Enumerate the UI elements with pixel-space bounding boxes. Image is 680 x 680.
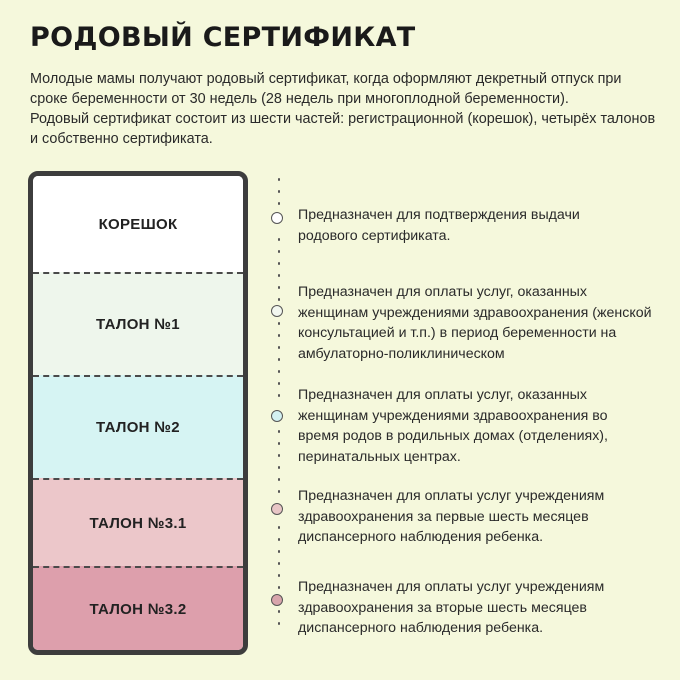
intro-paragraph-1: Молодые мамы получают родовый сертификат, когда оформляют декретный отпуск при сроке беременности от 30 недель (28 недель при многоплодной беременности). — [30, 71, 622, 107]
section-label: ТАЛОН №1 — [96, 316, 180, 333]
timeline-dot — [278, 346, 281, 349]
timeline-dot — [278, 586, 281, 589]
timeline-dot — [278, 538, 281, 541]
timeline-dot — [278, 478, 281, 481]
timeline-node-talon-1 — [271, 305, 283, 317]
timeline-dot — [278, 202, 281, 205]
timeline-dot — [278, 250, 281, 253]
timeline-dot — [278, 370, 281, 373]
timeline-dot — [278, 238, 281, 241]
timeline-dot — [278, 334, 281, 337]
intro-text — [30, 69, 660, 149]
description-koreshok: Предназначен для подтверждения выдачи родового сертификата. — [298, 207, 580, 244]
timeline-dot — [278, 394, 281, 397]
timeline-dot — [278, 190, 281, 193]
description-talon-1: Предназначен для оплаты услуг, оказанных женщинам учреждениями здравоохранения (женской консультацией и т.п.) в период беременности на амбулаторно-поликлиническом — [298, 284, 652, 362]
description-talon-3-2: Предназначен для оплаты услуг учреждениям здравоохранения за вторые шесть месяцев диспансерного наблюдения ребенка. — [298, 579, 605, 636]
timeline-dot — [278, 298, 281, 301]
timeline-dot — [278, 322, 281, 325]
timeline-dot — [278, 562, 281, 565]
section-label: КОРЕШОК — [98, 215, 178, 233]
timeline-dotted-line — [278, 0, 280, 680]
timeline-dot — [278, 574, 281, 577]
timeline-dot — [278, 550, 281, 553]
page-title: РОДОВЫЙ СЕРТИФИКАТ — [30, 22, 416, 53]
section-label: ТАЛОН №2 — [96, 419, 180, 436]
description-talon-2: Предназначен для оплаты услуг, оказанных женщинам учреждениями здравоохранения во время родов в родильных домах (отделениях), перинатальных центрах. — [298, 387, 608, 465]
section-talon-1 — [33, 272, 243, 375]
timeline-dot — [278, 274, 281, 277]
description-talon-3-1: Предназначен для оплаты услуг учреждениям здравоохранения за первые шесть месяцев диспансерного наблюдения ребенка. — [298, 488, 605, 545]
certificate-diagram — [28, 171, 248, 655]
timeline-dot — [278, 466, 281, 469]
timeline-node-talon-3-1 — [271, 503, 283, 515]
timeline-dot — [278, 622, 281, 625]
timeline-dot — [278, 286, 281, 289]
timeline-dot — [278, 178, 281, 181]
section-talon-3-2 — [33, 566, 243, 650]
timeline-dot — [278, 526, 281, 529]
timeline-dot — [278, 262, 281, 265]
timeline-dot — [278, 442, 281, 445]
section-talon-3-1 — [33, 478, 243, 566]
timeline-node-talon-2 — [271, 410, 283, 422]
intro-paragraph-2: Родовый сертификат состоит из шести частей: регистрационной (корешок), четырёх талонов и собственно сертификата. — [30, 111, 656, 147]
section-talon-2 — [33, 375, 243, 478]
timeline-dot — [278, 430, 281, 433]
timeline-node-talon-3-2 — [271, 594, 283, 606]
timeline-dot — [278, 610, 281, 613]
timeline-node-koreshok — [271, 212, 283, 224]
section-koreshok — [33, 176, 243, 272]
timeline-dot — [278, 382, 281, 385]
section-label: ТАЛОН №3.2 — [89, 600, 187, 618]
timeline-dot — [278, 490, 281, 493]
timeline-dot — [278, 358, 281, 361]
section-label: ТАЛОН №3.1 — [89, 514, 187, 532]
timeline-dot — [278, 454, 281, 457]
